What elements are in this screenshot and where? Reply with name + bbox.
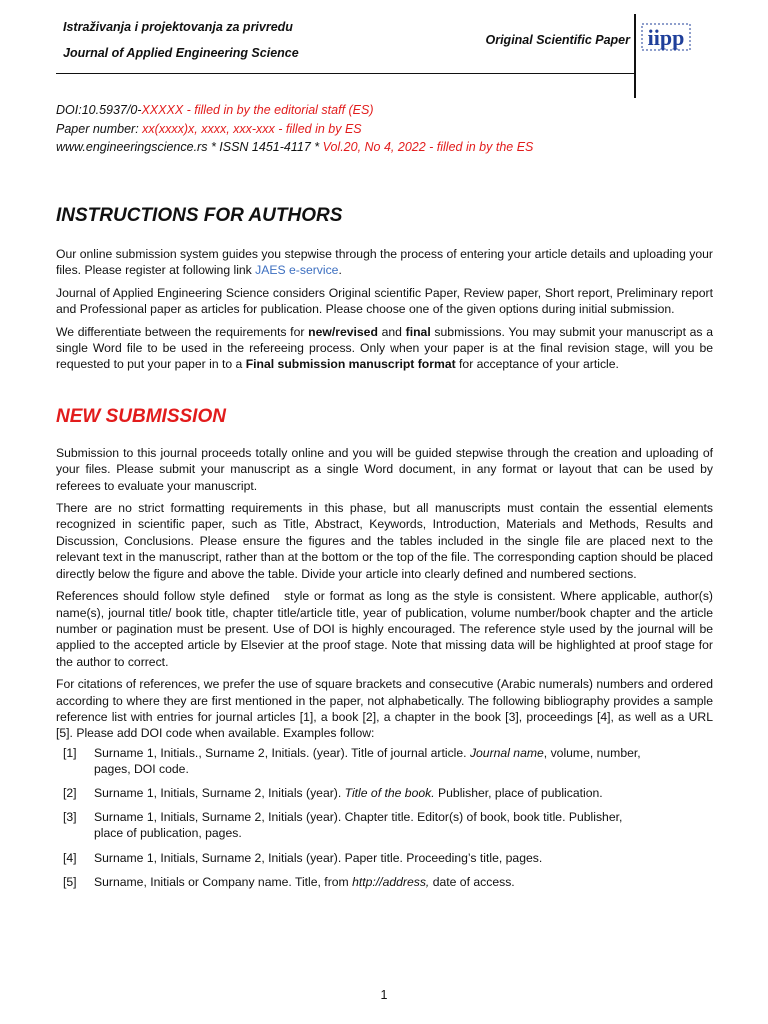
reference-text xyxy=(94,874,713,890)
ref-part: Surname 1, Initials, Surname 2, Initials (year). Paper title. Proceeding’s title, pages. xyxy=(94,850,543,865)
instructions-paragraph-3 xyxy=(56,324,713,373)
p3-e: submissions. You may submit your manuscript as a single Word file to be used in the refereeing process. Only when your paper is at the final revision stage, will you be requested to put your paper in to a xyxy=(56,324,714,372)
submission-paragraph-4: For citations of references, we prefer the use of square brackets and consecutive (Arabic numerals) numbers and ordered according to where they are first mentioned in the paper, not alphabetically. The following bibliography provides a sample reference list with entries for journal articles [1], a book [2], a chapter in the book [3], proceedings [4], as well as a URL [5]. Please add DOI code when available. Examples follow: xyxy=(56,677,713,741)
instructions-p1-end: . xyxy=(338,263,342,278)
ref-part: Surname, Initials or Company name. Title, from xyxy=(94,875,353,890)
paper-number-line xyxy=(56,120,716,139)
ref-italic: Title of the book. xyxy=(344,785,435,800)
page-number: 1 xyxy=(380,988,388,1002)
instructions-paragraph-2: Journal of Applied Engineering Science considers Original scientific Paper, Review paper, Short report, Preliminary report and Professional paper as articles for publication. Please choose one of the given options during initial submission. xyxy=(56,285,713,317)
reference-item xyxy=(56,874,713,890)
submission-paragraph-3: References should follow style defined style or format as long as the style is consistent. Where applicable, author(s) name(s), journal title/ book title, chapter title/article title, year of publication, volume number/book chapter and the article number or pagination must be present. Use of DOI is highly encouraged. The reference style used by the journal will be applied to the accepted article by Elsevier at the proof stage. Note that missing data will be highlighted at proof stage for the author to correct. xyxy=(56,589,717,669)
reference-number: [2] xyxy=(63,785,77,800)
issn-line xyxy=(56,138,716,157)
journal-native-title: Istraživanja i projektovanja za privredu xyxy=(63,20,293,34)
submission-paragraph-1: Submission to this journal proceeds totally online and you will be guided stepwise through the creation and uploading of your files. Please submit your manuscript as a single Word document, in any format or layout that can be used by referees to evaluate your manuscript. xyxy=(56,445,713,493)
reference-item xyxy=(56,809,713,842)
paper-type: Original Scientific Paper xyxy=(485,33,630,47)
jaes-eservice-link[interactable]: JAES e-service xyxy=(255,263,339,278)
reference-number: [5] xyxy=(63,875,77,890)
new-submission-heading: NEW SUBMISSION xyxy=(56,405,226,427)
ref-part: Surname 1, Initials, Surname 2, Initials (year). Chapter title. Editor(s) of book, book title. Publisher, place of publication, pages. xyxy=(94,809,623,841)
journal-english-title: Journal of Applied Engineering Science xyxy=(63,46,299,60)
doi-line xyxy=(56,101,716,120)
main-content xyxy=(56,203,717,891)
instructions-p1-text: Our online submission system guides you stepwise through the process of entering your article details and uploading your files. Please register at following link xyxy=(56,247,713,278)
reference-item xyxy=(56,850,713,866)
ref-part: , volume, number, pages, DOI code. xyxy=(94,745,641,777)
site-issn: www.engineeringscience.rs * ISSN 1451-4117 * xyxy=(56,140,323,154)
reference-list xyxy=(56,745,713,891)
p3-final: final xyxy=(405,324,431,339)
article-meta xyxy=(56,101,716,157)
instructions-paragraph-1 xyxy=(56,246,713,279)
reference-number: [1] xyxy=(63,745,77,760)
ref-italic: http://address, xyxy=(352,875,430,890)
paper-number-fill: xx(xxxx)x, xxxx, xxx-xxx - filled in by ES xyxy=(142,121,362,136)
ref-italic: Journal name xyxy=(469,745,544,760)
ref-part: Surname 1, Initials, Surname 2, Initials (year). xyxy=(94,785,345,800)
paper-number-label: Paper number: xyxy=(56,121,143,136)
reference-text xyxy=(94,809,713,842)
logo-text: iipp xyxy=(647,25,685,50)
reference-item xyxy=(56,785,713,801)
iipp-logo xyxy=(640,21,692,53)
p3-new-revised: new/revised xyxy=(308,324,378,339)
reference-number: [3] xyxy=(63,809,77,824)
volume-fill: Vol.20, No 4, 2022 - filled in by the ES xyxy=(322,140,534,154)
doi-fill: XXXXX - filled in by the editorial staff (ES) xyxy=(141,103,374,117)
ref-part: date of access. xyxy=(429,875,515,890)
reference-text xyxy=(94,850,713,866)
p3-c: and xyxy=(377,324,406,339)
reference-text xyxy=(94,745,713,778)
header-divider xyxy=(56,73,634,74)
journal-header xyxy=(63,19,483,61)
ref-part: Publisher, place of publication. xyxy=(434,785,603,800)
p3-final-format: Final submission manuscript format xyxy=(245,357,456,372)
instructions-heading: INSTRUCTIONS FOR AUTHORS xyxy=(56,205,343,226)
reference-text xyxy=(94,785,713,801)
p3-a: We differentiate between the requirements for xyxy=(56,324,309,339)
header-vertical-divider xyxy=(634,14,636,98)
ref-part: Surname 1, Initials., Surname 2, Initials. (year). Title of journal article. xyxy=(94,745,470,760)
submission-paragraph-2: There are no strict formatting requirements in this phase, but all manuscripts must contain the essential elements recognized in scientific paper, such as Title, Abstract, Keywords, Introduction, Materials and Methods, Results and Discussion, Conclusions. Please ensure the figures and the tables included in the single file are placed next to the relevant text in the manuscript, rather than at the bottom or the top of the file. The corresponding caption should be placed directly below the figure and above the table. Divide your article into clearly defined and numbered sections. xyxy=(56,501,713,581)
p3-g: for acceptance of your article. xyxy=(455,357,619,372)
doi-prefix: DOI:10.5937/0- xyxy=(56,103,142,117)
reference-number: [4] xyxy=(63,850,77,865)
reference-item xyxy=(56,745,713,778)
